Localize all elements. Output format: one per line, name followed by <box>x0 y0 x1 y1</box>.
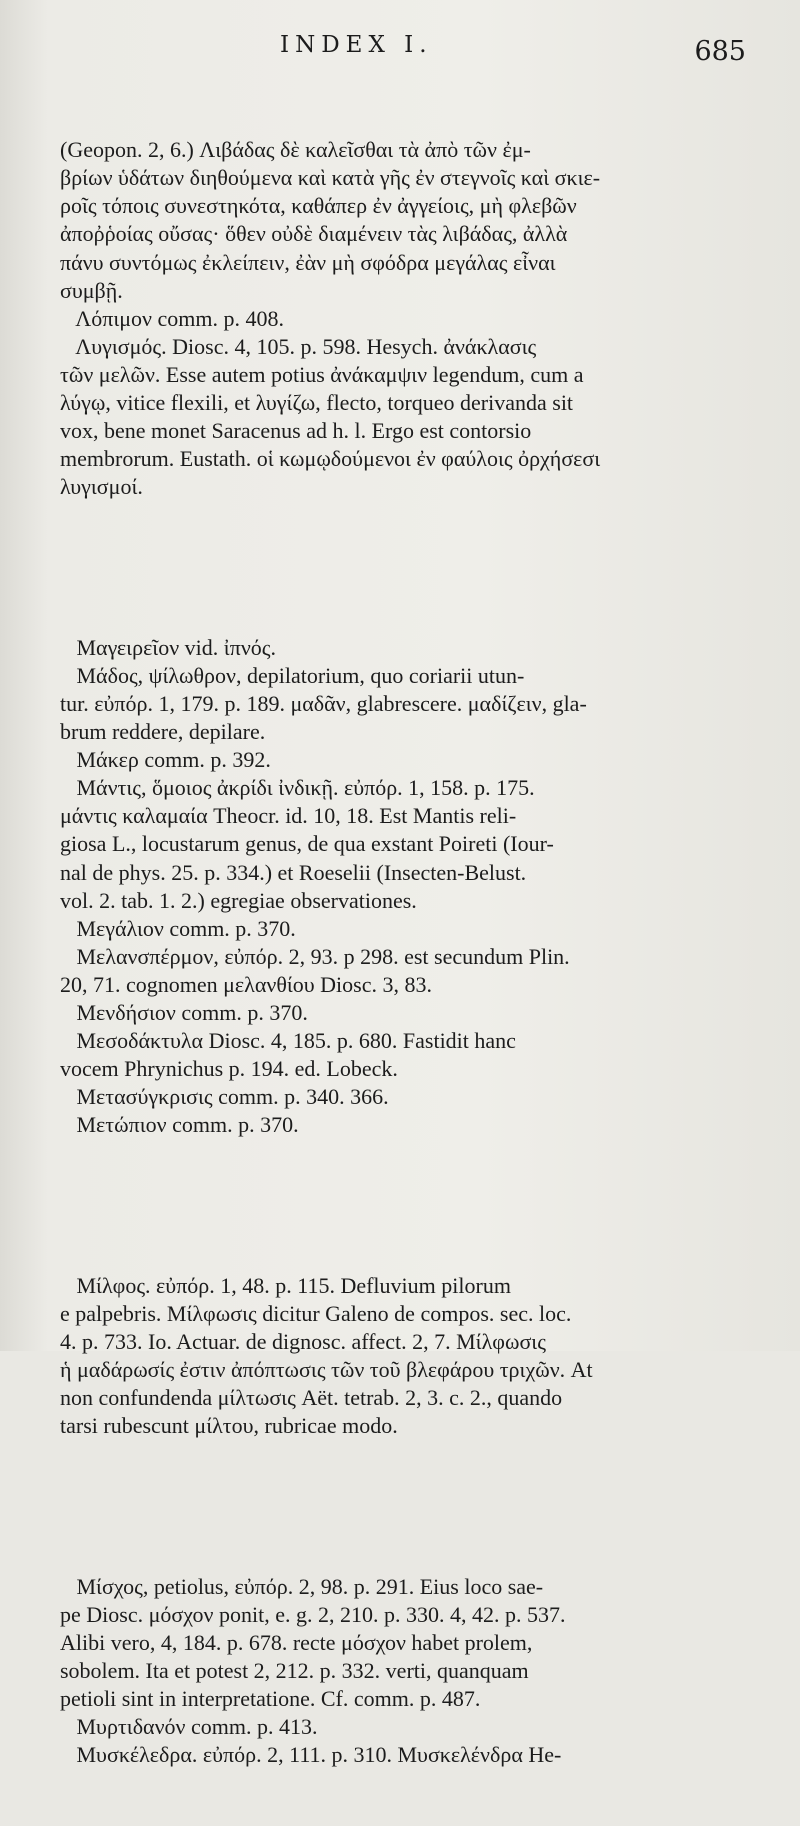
text-line: τῶν μελῶν. Esse autem potius ἀνάκαμψιν legendum, cum a <box>60 361 584 387</box>
text-line: giosa L., locustarum genus, de qua exstant Poireti (Iour- <box>60 831 554 857</box>
text-line: Λυγισμός. Diosc. 4, 105. p. 598. Hesych. ἀνάκλασις <box>60 333 537 359</box>
index-entry <box>60 1111 752 1139</box>
section-gap <box>60 1196 752 1216</box>
entries-lambda <box>60 136 752 501</box>
text-line: 20, 71. cognomen μελανθίου Diosc. 3, 83. <box>60 971 432 997</box>
text-line: συμβῇ. <box>60 277 123 303</box>
index-entry <box>60 333 752 502</box>
text-line: Μετώπιον comm. p. 370. <box>60 1112 299 1138</box>
text-line: Λόπιμον comm. p. 408. <box>60 305 284 331</box>
index-entry <box>60 136 752 305</box>
text-line: pe Diosc. μόσχον ponit, e. g. 2, 210. p. 330. 4, 42. p. 537. <box>60 1601 566 1627</box>
text-line: membrorum. Eustath. οἱ κωμῳδούμενοι ἐν φαύλοις ὀρχήσεσι <box>60 446 601 472</box>
text-line: ἡ μαδάρωσίς ἐστιν ἀπόπτωσις τῶν τοῦ βλεφάρου τριχῶν. At <box>60 1357 593 1383</box>
running-title: INDEX I. <box>280 32 433 58</box>
text-line: vol. 2. tab. 1. 2.) egregiae observationes. <box>60 887 417 913</box>
text-line: brum reddere, depilare. <box>60 719 266 745</box>
text-line: non confundenda μίλτωσις Aët. tetrab. 2, 3. c. 2., quando <box>60 1385 563 1411</box>
text-line: tarsi rubescunt μίλτου, rubricae modo. <box>60 1413 398 1439</box>
text-line: tur. εὐπόρ. 1, 179. p. 189. μαδᾶν, glabrescere. μαδίζειν, gla- <box>60 690 587 716</box>
text-line: Μίσχος, petiolus, εὐπόρ. 2, 98. p. 291. Eius loco sae- <box>60 1573 544 1599</box>
text-line: vocem Phrynichus p. 194. ed. Lobeck. <box>60 1056 398 1082</box>
text-line: ροῖς τόποις συνεστηκότα, καθάπερ ἐν ἀγγείοις, μὴ φλεβῶν <box>60 193 577 219</box>
text-line: Μάντις, ὅμοιος ἀκρίδι ἰνδικῇ. εὐπόρ. 1, 158. p. 175. <box>60 775 535 801</box>
index-entry <box>60 1573 752 1713</box>
index-entry <box>60 915 752 943</box>
index-entry <box>60 746 752 774</box>
page-header <box>60 0 752 80</box>
text-line: Μεγάλιον comm. p. 370. <box>60 915 296 941</box>
index-entry <box>60 774 752 914</box>
text-line: μάντις καλαμαία Theocr. id. 10, 18. Est Mantis reli- <box>60 803 517 829</box>
section-gap <box>60 1497 752 1517</box>
index-entry <box>60 943 752 999</box>
entries-mu-milphos <box>60 1272 752 1441</box>
text-line: 4. p. 733. Io. Actuar. de dignosc. affect. 2, 7. Μίλφωσις <box>60 1329 546 1355</box>
text-line: Μελανσπέρμον, εὐπόρ. 2, 93. p 298. est secundum Plin. <box>60 943 570 969</box>
text-line: nal de phys. 25. p. 334.) et Roeselii (Insecten-Belust. <box>60 859 527 885</box>
text-line: Μαγειρεῖον vid. ἰπνός. <box>60 634 276 660</box>
index-entry <box>60 1713 752 1741</box>
text-line: e palpebris. Μίλφωσις dicitur Galeno de compos. sec. loc. <box>60 1300 572 1326</box>
text-line: λυγισμοί. <box>60 474 143 500</box>
text-line: Μίλφος. εὐπόρ. 1, 48. p. 115. Defluvium pilorum <box>60 1272 511 1298</box>
index-body <box>60 80 752 1826</box>
index-entry <box>60 305 752 333</box>
index-entry <box>60 662 752 746</box>
text-line: petioli sint in interpretatione. Cf. comm. p. 487. <box>60 1686 481 1712</box>
text-line: Μεσοδάκτυλα Diosc. 4, 185. p. 680. Fastidit hanc <box>60 1028 516 1054</box>
text-line: πάνυ συντόμως ἐκλείπειν, ἐὰν μὴ σφόδρα μεγάλας εἶναι <box>60 249 556 275</box>
index-entry <box>60 1741 752 1769</box>
text-line: Μάκερ comm. p. 392. <box>60 747 271 773</box>
text-line: (Geopon. 2, 6.) Λιβάδας δὲ καλεῖσθαι τὰ ἀπὸ τῶν ἐμ- <box>60 137 531 163</box>
text-line: Μενδήσιον comm. p. 370. <box>60 1000 308 1025</box>
text-line: ἀποῤῥοίας οὔσας· ὅθεν οὐδὲ διαμένειν τὰς λιβάδας, ἀλλὰ <box>60 221 568 247</box>
index-entry <box>60 634 752 662</box>
text-line: Alibi vero, 4, 184. p. 678. recte μόσχον habet prolem, <box>60 1629 533 1655</box>
page-number: 685 <box>694 36 746 67</box>
index-entry <box>60 999 752 1027</box>
index-entry <box>60 1083 752 1111</box>
section-gap <box>60 558 752 578</box>
text-line: Μυρτιδανόν comm. p. 413. <box>60 1714 318 1740</box>
text-line: βρίων ὑδάτων διηθούμενα καὶ κατὰ γῆς ἐν στεγνοῖς καὶ σκιε- <box>60 165 601 191</box>
entries-mu <box>60 634 752 1140</box>
index-entry <box>60 1272 752 1441</box>
text-line: sobolem. Ita et potest 2, 212. p. 332. verti, quanquam <box>60 1658 529 1684</box>
text-line: λύγῳ, vitice flexili, et λυγίζω, flecto, torqueo derivanda sit <box>60 390 574 416</box>
text-line: Μυσκέλεδρα. εὐπόρ. 2, 111. p. 310. Μυσκελένδρα He- <box>60 1742 562 1768</box>
text-line: Μάδος, ψίλωθρον, depilatorium, quo coriarii utun- <box>60 662 525 688</box>
text-line: vox, bene monet Saracenus ad h. l. Ergo est contorsio <box>60 418 532 444</box>
text-line: Μετασύγκρισις comm. p. 340. 366. <box>60 1084 389 1110</box>
index-entry <box>60 1027 752 1083</box>
entries-mu-mischos <box>60 1573 752 1770</box>
